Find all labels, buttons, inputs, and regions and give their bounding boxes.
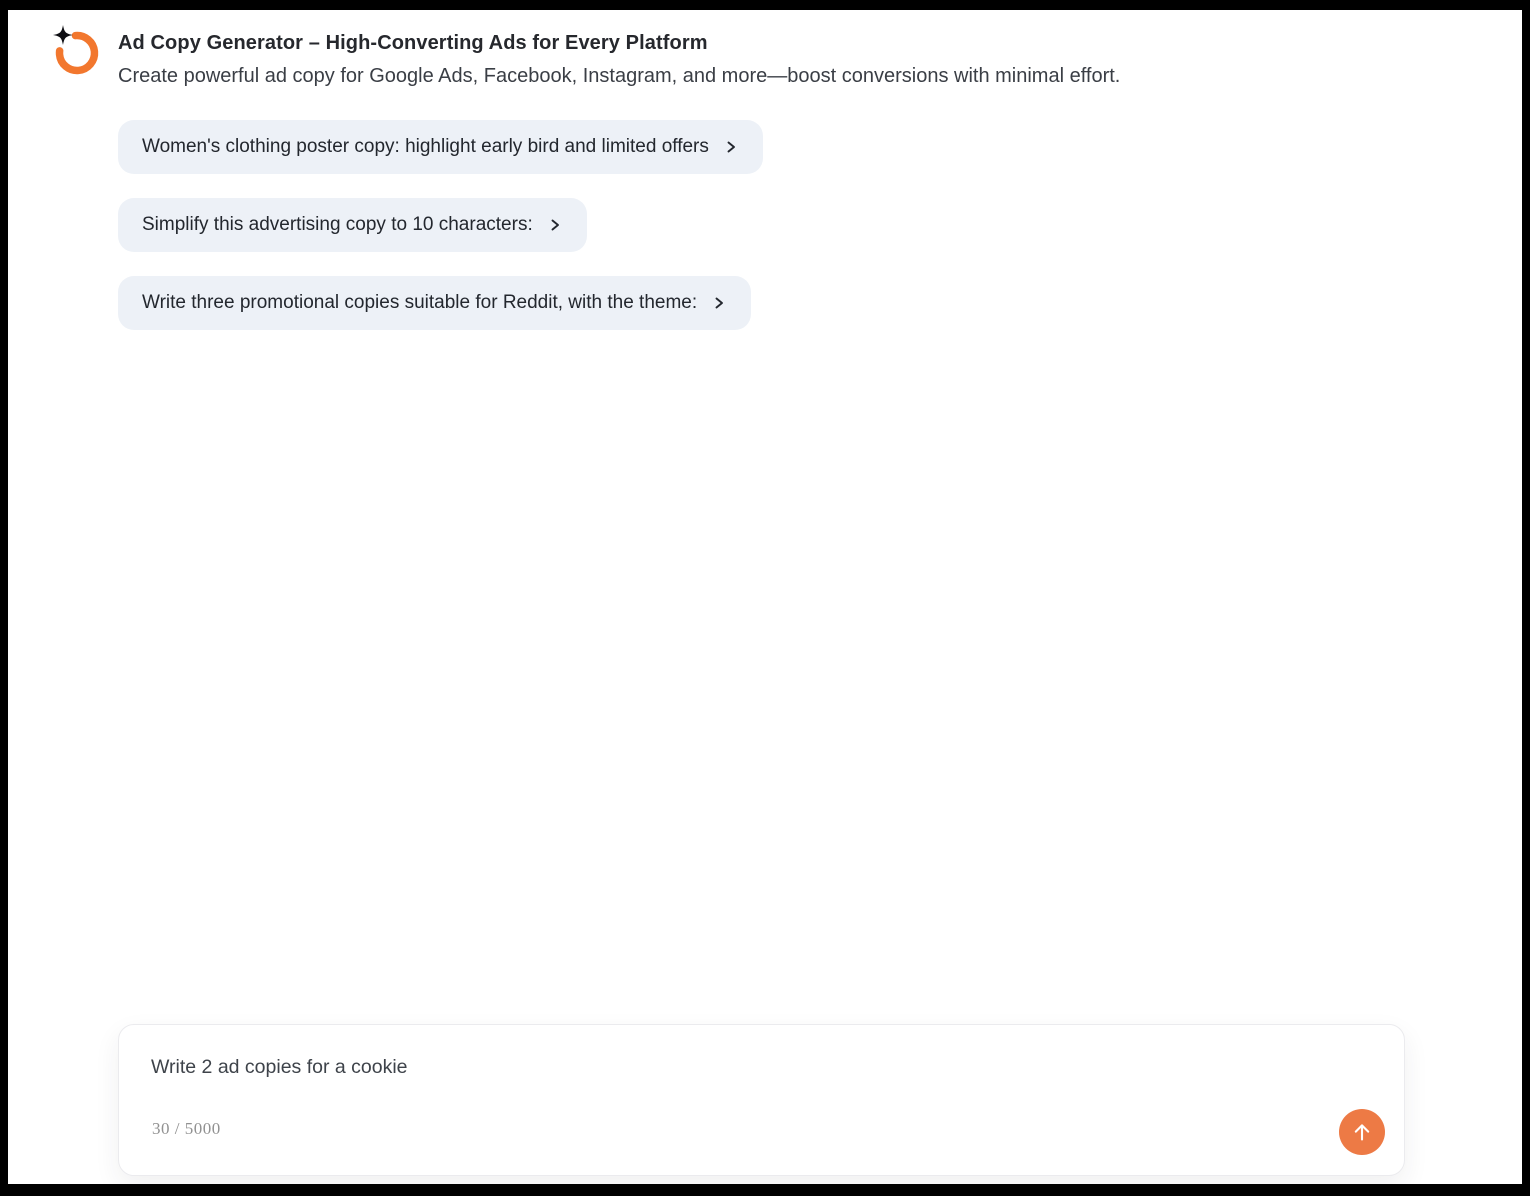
suggestion-label: Simplify this advertising copy to 10 characters: <box>142 214 533 235</box>
arrow-up-icon <box>1350 1120 1374 1144</box>
suggestion-label: Write three promotional copies suitable for Reddit, with the theme: <box>142 292 698 313</box>
suggestion-label: Women's clothing poster copy: highlight early bird and limited offers <box>142 136 709 157</box>
header <box>50 22 1120 89</box>
send-button[interactable] <box>1339 1109 1385 1155</box>
page-subtitle: Create powerful ad copy for Google Ads, Facebook, Instagram, and more—boost conversions with minimal effort. <box>118 65 1121 87</box>
prompt-card <box>118 1024 1405 1176</box>
char-limit: 5000 <box>184 1119 221 1138</box>
prompt-input[interactable] <box>151 1055 1281 1111</box>
suggestion-chip-womens-clothing[interactable] <box>118 120 763 174</box>
char-counter-separator: / <box>170 1119 185 1138</box>
suggestion-list <box>118 120 763 330</box>
chevron-right-icon <box>547 217 563 233</box>
header-text <box>118 22 1120 89</box>
char-counter <box>152 1119 221 1139</box>
suggestion-chip-simplify-copy[interactable] <box>118 198 587 252</box>
chevron-right-icon <box>711 295 727 311</box>
suggestion-chip-reddit-copies[interactable] <box>118 276 751 330</box>
char-count: 30 <box>152 1119 170 1138</box>
sparkle-ring-logo-icon <box>50 24 100 76</box>
page-title: Ad Copy Generator – High-Converting Ads for Every Platform <box>118 32 708 54</box>
chevron-right-icon <box>723 139 739 155</box>
app-page <box>8 10 1522 1184</box>
